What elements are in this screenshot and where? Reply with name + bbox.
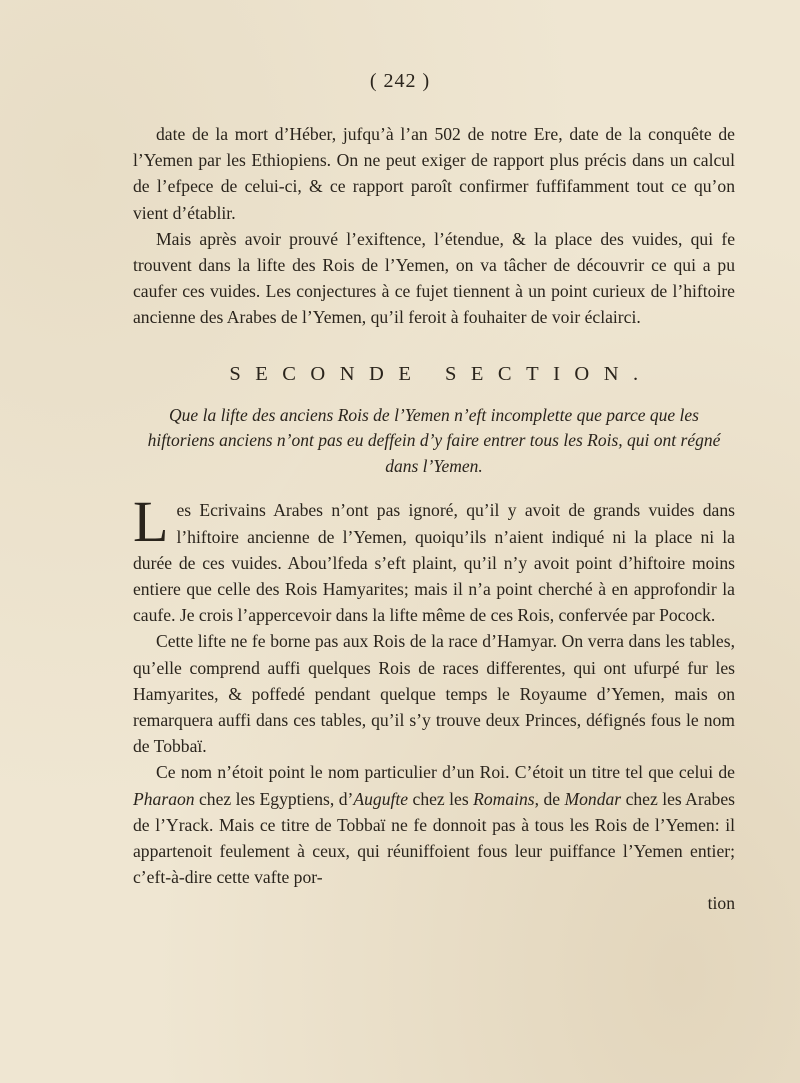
- paragraph-4: Cette lifte ne fe borne pas aux Rois de la race d’Hamyar. On verra dans les tables, qu’elle comprend auffi quelques Rois de races differentes, qui ont ufurpé fur les Hamyarites, & poffedé pendant quelque temps le Royaume d’Yemen, mais on remarquera auffi dans ces tables, qu’il s’y trouve deux Princes, défignés fous le nom de Tobbaï.: [133, 631, 735, 757]
- paragraph-2: Mais après avoir prouvé l’exiftence, l’étendue, & la place des vuides, qui fe trouvent dans la lifte des Rois de l’Yemen, on va tâcher de découvrir ce qui a pu caufer ces vuides. Les conjectures à ce fujet tiennent à un point curieux de l’hiftoire ancienne des Arabes de l’Yemen, qu’il feroit à fouhaiter de voir éclairci.: [133, 228, 735, 328]
- p5-mondar: Mondar: [564, 788, 622, 809]
- paragraph-3: [133, 489, 735, 628]
- page-number: ( 242 ): [369, 70, 431, 92]
- text-block: [133, 121, 735, 917]
- drop-cap: L: [133, 489, 169, 555]
- p5-text-a: Ce nom n’étoit point le nom particulier d’un Roi. C’étoit un titre tel que celui de: [156, 762, 735, 783]
- p5-auguste: Augufte: [353, 788, 409, 809]
- p5-text-d: , de: [534, 788, 565, 809]
- paragraph-3-text: es Ecrivains Arabes n’ont pas ignoré, qu’il y avoit de grands vuides dans l’hiftoire ancienne de l’Yemen, quoiqu’ils n’aient indiqué ni la place ni la durée de ces vuides. Abou’lfeda s’eft plaint, qu’il n’y avoit point d’hiftoire moins entiere que celle des Rois Hamyarites; mais il n’a point cherché à en approfondir la caufe. Je crois l’appercevoir dans la lifte même de ces Rois, confervée par Pocock.: [133, 500, 735, 626]
- paragraph-1: date de la mort d’Héber, jufqu’à l’an 502 de notre Ere, date de la conquête de l’Yemen par les Ethiopiens. On ne peut exiger de rapport plus précis dans un calcul de l’efpece de celui-ci, & ce rapport paroît confirmer fuffifamment tout ce qu’on vient d’établir.: [133, 124, 735, 223]
- section-title: SECONDE SECTION.: [229, 362, 653, 385]
- section-subtitle: Que la lifte des anciens Rois de l’Yemen n’eft incomplette que parce que les hiftoriens anciens n’ont pas eu deffein d’y faire entrer tous les Rois, qui ont régné dans l’Yemen.: [147, 404, 721, 476]
- p5-text-b: chez les Egyptiens, d’: [194, 788, 354, 809]
- paragraph-5: [133, 759, 735, 890]
- p5-pharaon: Pharaon: [133, 788, 195, 809]
- p5-text-c: chez les: [408, 788, 474, 809]
- p5-text-e: chez les Arabes de l’Yrack. Mais ce titre de Tobbaï ne fe donnoit pas à tous les Rois de l’Yemen: il appartenoit feulement à ceux, qui réuniffoient fous leur puiffance l’Yemen entier; c’eft-à-dire cette vafte por-: [133, 788, 735, 888]
- p5-romains: Romains: [473, 788, 535, 809]
- last-word: tion: [707, 893, 735, 914]
